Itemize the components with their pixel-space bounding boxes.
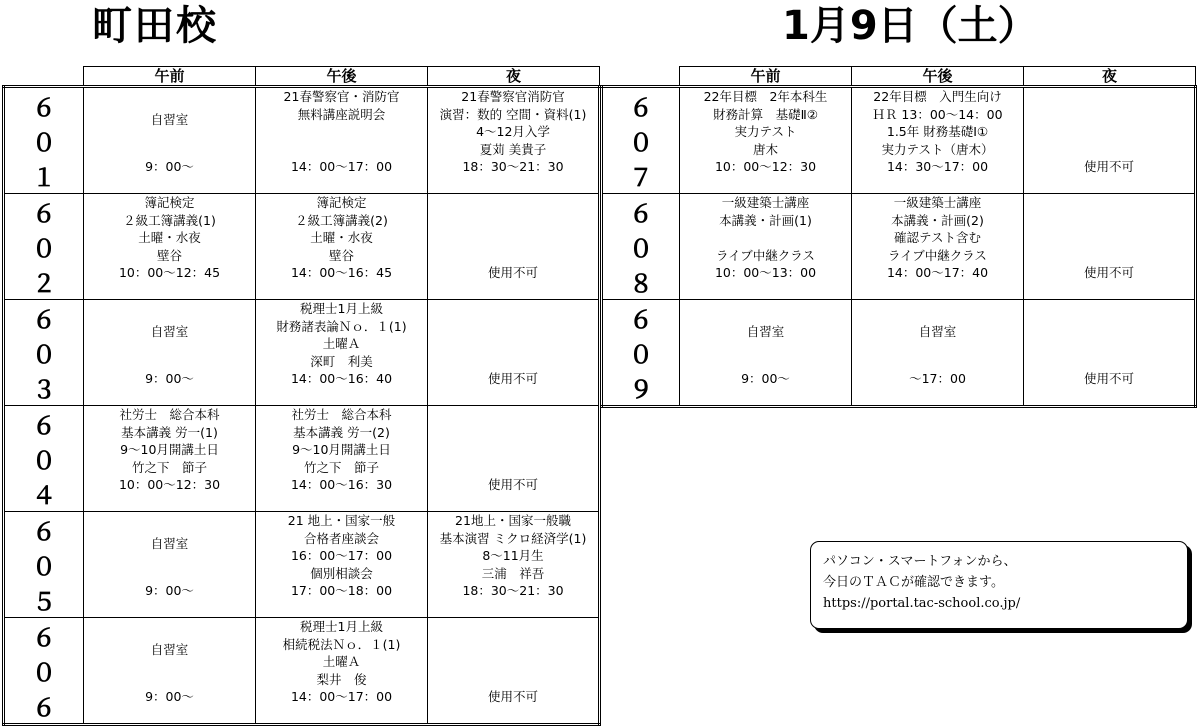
slot-line: 10：00～12：30 xyxy=(118,477,221,493)
afternoon-slot xyxy=(852,194,1024,300)
slot-line: 基本講義 労一(2) xyxy=(293,424,390,440)
slot-line xyxy=(256,123,427,141)
afternoon-slot xyxy=(256,300,428,406)
left-schedule-table xyxy=(2,66,601,726)
slot-line: 14：00～16：40 xyxy=(290,371,393,387)
slot-line: 税理士1月上級 xyxy=(300,301,383,316)
slot-line: 本講義・計画(2) xyxy=(891,212,984,228)
room-row xyxy=(602,194,1196,300)
slot-line xyxy=(428,618,598,636)
afternoon-slot xyxy=(852,300,1024,407)
slot-line: 本講義・計画(1) xyxy=(719,212,812,228)
room-number: ６０５ xyxy=(4,512,84,618)
slot-line: 三浦 祥吾 xyxy=(481,565,545,581)
afternoon-slot xyxy=(256,512,428,618)
slot-line: 1.5年 財務基礎Ⅰ① xyxy=(886,124,989,140)
slot-line: 相続税法Ｎｏ．１(1) xyxy=(282,636,401,652)
notice-line-2: 今日のＴＡＣが確認できます。 xyxy=(823,575,1004,590)
room-row xyxy=(4,300,600,406)
slot-line: 土曜・水夜 xyxy=(310,230,373,246)
slot-line: 9：00～ xyxy=(145,159,194,175)
night-slot xyxy=(428,194,600,300)
slot-line: 使用不可 xyxy=(1083,371,1134,387)
slot-line: 4～12月入学 xyxy=(476,124,550,140)
slot-line xyxy=(680,300,851,318)
school-name: 町田校 xyxy=(92,3,218,49)
slot-line: 9：00～ xyxy=(145,583,194,599)
room-number: ６０７ xyxy=(602,87,680,194)
slot-line: 壁谷 xyxy=(328,247,354,263)
slot-line: 22年目標 2年本科生 xyxy=(703,89,828,104)
slot-line: 壁谷 xyxy=(156,247,182,263)
header-morning: 午前 xyxy=(680,67,852,87)
room-number: ６０１ xyxy=(4,87,84,194)
slot-line: 唐木 xyxy=(752,141,778,157)
room-number: ６０６ xyxy=(4,618,84,725)
slot-line: 社労士 総合本科 xyxy=(119,407,220,422)
slot-line: 使用不可 xyxy=(487,371,538,387)
slot-line: 実力テスト xyxy=(734,124,797,140)
slot-line: 自習室 xyxy=(150,642,189,658)
slot-line: 22年目標 入門生向け xyxy=(873,89,1002,104)
slot-line: 14：00～16：45 xyxy=(290,265,393,281)
slot-line: 14：30～17：00 xyxy=(886,159,989,175)
slot-line: ２級工簿講義(2) xyxy=(295,212,388,228)
slot-line: 10：00～12：30 xyxy=(714,159,817,175)
slot-line xyxy=(428,194,598,212)
slot-line: 自習室 xyxy=(150,112,189,128)
slot-line: ライブ中継クラス xyxy=(888,247,987,263)
morning-slot xyxy=(84,406,256,512)
slot-line: 9：00～ xyxy=(741,371,790,387)
notice-line-1: パソコン・スマートフォンから、 xyxy=(823,554,1017,569)
slot-line: 使用不可 xyxy=(487,689,538,705)
slot-line: 自習室 xyxy=(746,324,785,340)
slot-line: 10：00～13：00 xyxy=(714,265,817,281)
slot-line: 自習室 xyxy=(918,324,957,340)
slot-line xyxy=(256,141,427,159)
header-morning: 午前 xyxy=(84,67,256,87)
header-afternoon: 午後 xyxy=(256,67,428,87)
slot-line xyxy=(428,300,598,318)
room-row xyxy=(4,406,600,512)
night-slot xyxy=(428,406,600,512)
slot-line xyxy=(680,347,851,365)
room-number: ６０３ xyxy=(4,300,84,406)
slot-line: 使用不可 xyxy=(487,477,538,493)
slot-line: 自習室 xyxy=(150,536,189,552)
slot-line xyxy=(84,135,255,153)
slot-line xyxy=(852,300,1023,318)
slot-line: 簿記検定 xyxy=(316,195,367,210)
room-row xyxy=(602,87,1196,194)
slot-line: 深町 利美 xyxy=(310,353,373,369)
slot-line: 税理士1月上級 xyxy=(300,619,383,634)
night-slot xyxy=(1024,87,1196,194)
morning-slot xyxy=(680,300,852,407)
morning-slot xyxy=(680,87,852,194)
slot-line: 21春警察官・消防官 xyxy=(283,89,400,104)
slot-line: 合格者座談会 xyxy=(303,530,379,546)
slot-line: 使用不可 xyxy=(1083,159,1134,175)
slot-line: 9：00～ xyxy=(145,689,194,705)
slot-line: ～17：00 xyxy=(909,371,966,387)
right-schedule-body xyxy=(602,87,1196,407)
slot-line: 9～10月開講土日 xyxy=(120,442,219,458)
slot-line: 竹之下 節子 xyxy=(131,459,207,475)
slot-line: 竹之下 節子 xyxy=(303,459,379,475)
slot-line: 8～11月生 xyxy=(482,548,544,564)
slot-line: 簿記検定 xyxy=(144,195,195,210)
slot-line: 14：00～17：00 xyxy=(290,159,393,175)
slot-line: 土曜・水夜 xyxy=(138,230,201,246)
afternoon-slot xyxy=(256,406,428,512)
room-row xyxy=(602,300,1196,407)
slot-line: 18：30～21：30 xyxy=(462,159,564,175)
slot-line: 社労士 総合本科 xyxy=(291,407,392,422)
morning-slot xyxy=(84,194,256,300)
slot-line: ライブ中継クラス xyxy=(716,247,815,263)
slot-line: 14：00～17：00 xyxy=(290,689,393,705)
room-number: ６０９ xyxy=(602,300,680,407)
slot-line: 基本演習 ミクロ経済学(1) xyxy=(439,530,587,546)
morning-slot xyxy=(84,300,256,406)
night-slot xyxy=(1024,300,1196,407)
slot-line: 土曜Ａ xyxy=(322,654,361,670)
slot-line xyxy=(428,406,598,424)
slot-line: 使用不可 xyxy=(1083,265,1134,281)
slot-line: 10：00～12：45 xyxy=(118,265,221,281)
afternoon-slot xyxy=(256,87,428,194)
slot-line xyxy=(84,88,255,106)
slot-line: 9：00～ xyxy=(145,371,194,387)
slot-line: 21 地上・国家一般 xyxy=(287,513,396,528)
room-row xyxy=(4,512,600,618)
portal-url-link[interactable]: https://portal.tac-school.co.jp/ xyxy=(823,596,1021,611)
slot-line: 個別相談会 xyxy=(310,565,373,581)
slot-line xyxy=(84,512,255,530)
slot-line xyxy=(1024,300,1194,318)
slot-line xyxy=(1024,88,1194,106)
slot-line: 基本講義 労一(1) xyxy=(121,424,218,440)
slot-line xyxy=(84,559,255,577)
slot-line: 演習：数的 空間・資料(1) xyxy=(439,106,587,122)
slot-line: 夏苅 美貴子 xyxy=(479,141,547,157)
slot-line xyxy=(680,229,851,247)
slot-line xyxy=(84,300,255,318)
slot-line: 無料講座説明会 xyxy=(297,106,386,122)
header-afternoon: 午後 xyxy=(852,67,1024,87)
slot-line xyxy=(852,347,1023,365)
morning-slot xyxy=(84,618,256,725)
night-slot xyxy=(428,512,600,618)
night-slot xyxy=(428,300,600,406)
left-schedule-body xyxy=(4,87,600,725)
room-number: ６０４ xyxy=(4,406,84,512)
slot-line: ２級工簿講義(1) xyxy=(123,212,216,228)
slot-line: 確認テスト含む xyxy=(893,230,981,246)
afternoon-slot xyxy=(256,194,428,300)
room-row xyxy=(4,87,600,194)
slot-line: 16：00～17：00 xyxy=(290,548,393,564)
slot-line: 財務計算 基礎Ⅱ② xyxy=(713,106,818,122)
afternoon-slot xyxy=(852,87,1024,194)
schedule-date: 1月9日（土） xyxy=(782,3,1038,49)
slot-line xyxy=(84,618,255,636)
slot-line: 14：00～17：40 xyxy=(886,265,989,281)
right-schedule-table xyxy=(600,66,1197,408)
slot-line: 18：30～21：30 xyxy=(462,583,564,599)
slot-line: 実力テスト（唐木） xyxy=(881,141,994,157)
room-row xyxy=(4,618,600,725)
room-row xyxy=(4,194,600,300)
slot-line: 土曜Ａ xyxy=(322,336,361,352)
slot-line: 一級建築士講座 xyxy=(721,195,810,210)
morning-slot xyxy=(84,87,256,194)
slot-line: 一級建築士講座 xyxy=(893,195,982,210)
night-slot xyxy=(428,87,600,194)
portal-notice-box xyxy=(810,541,1188,629)
slot-line: 14：00～16：30 xyxy=(290,477,393,493)
slot-line: ＨＲ 13：00～14：00 xyxy=(872,106,1003,122)
header-night: 夜 xyxy=(428,67,600,87)
room-number: ６０２ xyxy=(4,194,84,300)
room-number: ６０８ xyxy=(602,194,680,300)
morning-slot xyxy=(680,194,852,300)
slot-line xyxy=(1024,194,1194,212)
slot-line: 自習室 xyxy=(150,324,189,340)
header-night: 夜 xyxy=(1024,67,1196,87)
slot-line: 21地上・国家一般職 xyxy=(455,513,571,528)
slot-line: 9～10月開講土日 xyxy=(292,442,391,458)
afternoon-slot xyxy=(256,618,428,725)
slot-line: 17：00～18：00 xyxy=(290,583,393,599)
slot-line xyxy=(84,665,255,683)
night-slot xyxy=(1024,194,1196,300)
slot-line xyxy=(84,347,255,365)
slot-line: 梨井 俊 xyxy=(316,671,367,687)
slot-line: 21春警察官消防官 xyxy=(461,89,565,104)
slot-line: 財務諸表論Ｎｏ．１(1) xyxy=(276,318,407,334)
night-slot xyxy=(428,618,600,725)
morning-slot xyxy=(84,512,256,618)
slot-line: 使用不可 xyxy=(487,265,538,281)
